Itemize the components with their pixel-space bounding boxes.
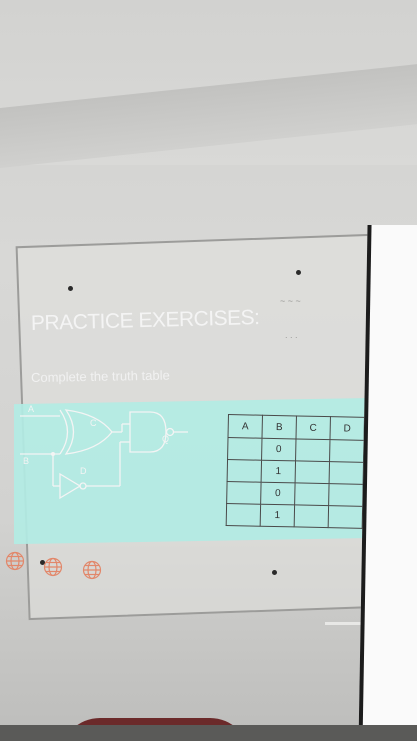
cell-b: 1 [260, 504, 294, 527]
table-row [227, 481, 363, 506]
xor-input-curve [60, 410, 68, 454]
cell-b: 0 [262, 438, 296, 461]
marker-tray [325, 622, 363, 625]
cell-a [226, 503, 260, 526]
board-screw [296, 270, 301, 275]
cell-b: 0 [261, 482, 295, 505]
label-c: C [90, 418, 97, 428]
cell-b: 1 [261, 460, 295, 483]
globe-icon [43, 557, 63, 577]
cell-c [295, 483, 329, 506]
board-screw [68, 286, 73, 291]
header-c: C [296, 416, 330, 440]
faint-board-writing: . . . [285, 330, 298, 340]
header-b: B [262, 415, 296, 439]
cell-a [228, 438, 262, 461]
truth-table [226, 414, 365, 529]
header-d: D [330, 417, 364, 441]
table-row [227, 460, 363, 485]
table-row [226, 503, 362, 528]
logic-circuit-diagram [20, 398, 225, 510]
label-q: Q [162, 434, 170, 444]
cell-d [330, 440, 364, 463]
floor-shadow [0, 725, 417, 741]
cell-c [294, 505, 328, 528]
header-a: A [228, 415, 262, 439]
door-frame [358, 225, 417, 741]
truth-table-header-row [228, 415, 364, 441]
cell-a [227, 460, 261, 483]
label-b: B [23, 456, 30, 466]
label-a: A [28, 404, 35, 414]
globe-icon [82, 560, 102, 580]
board-screw [272, 570, 277, 575]
faint-board-writing: ~ ~ ~ [280, 296, 301, 306]
globe-icon [5, 551, 25, 571]
cell-d [328, 506, 362, 529]
label-d: D [80, 466, 87, 476]
cell-d [329, 484, 363, 507]
cell-a [227, 481, 261, 504]
slide-title: PRACTICE EXERCISES: [30, 306, 260, 335]
cell-c [296, 439, 330, 462]
cell-d [329, 462, 363, 485]
not-gate-icon [60, 474, 80, 498]
cell-c [295, 461, 329, 484]
table-row [228, 438, 364, 463]
slide-subtitle: Complete the truth table [30, 367, 170, 385]
and-gate-icon [130, 412, 166, 452]
xor-gate-icon [66, 410, 112, 454]
junction-dot [51, 452, 55, 456]
